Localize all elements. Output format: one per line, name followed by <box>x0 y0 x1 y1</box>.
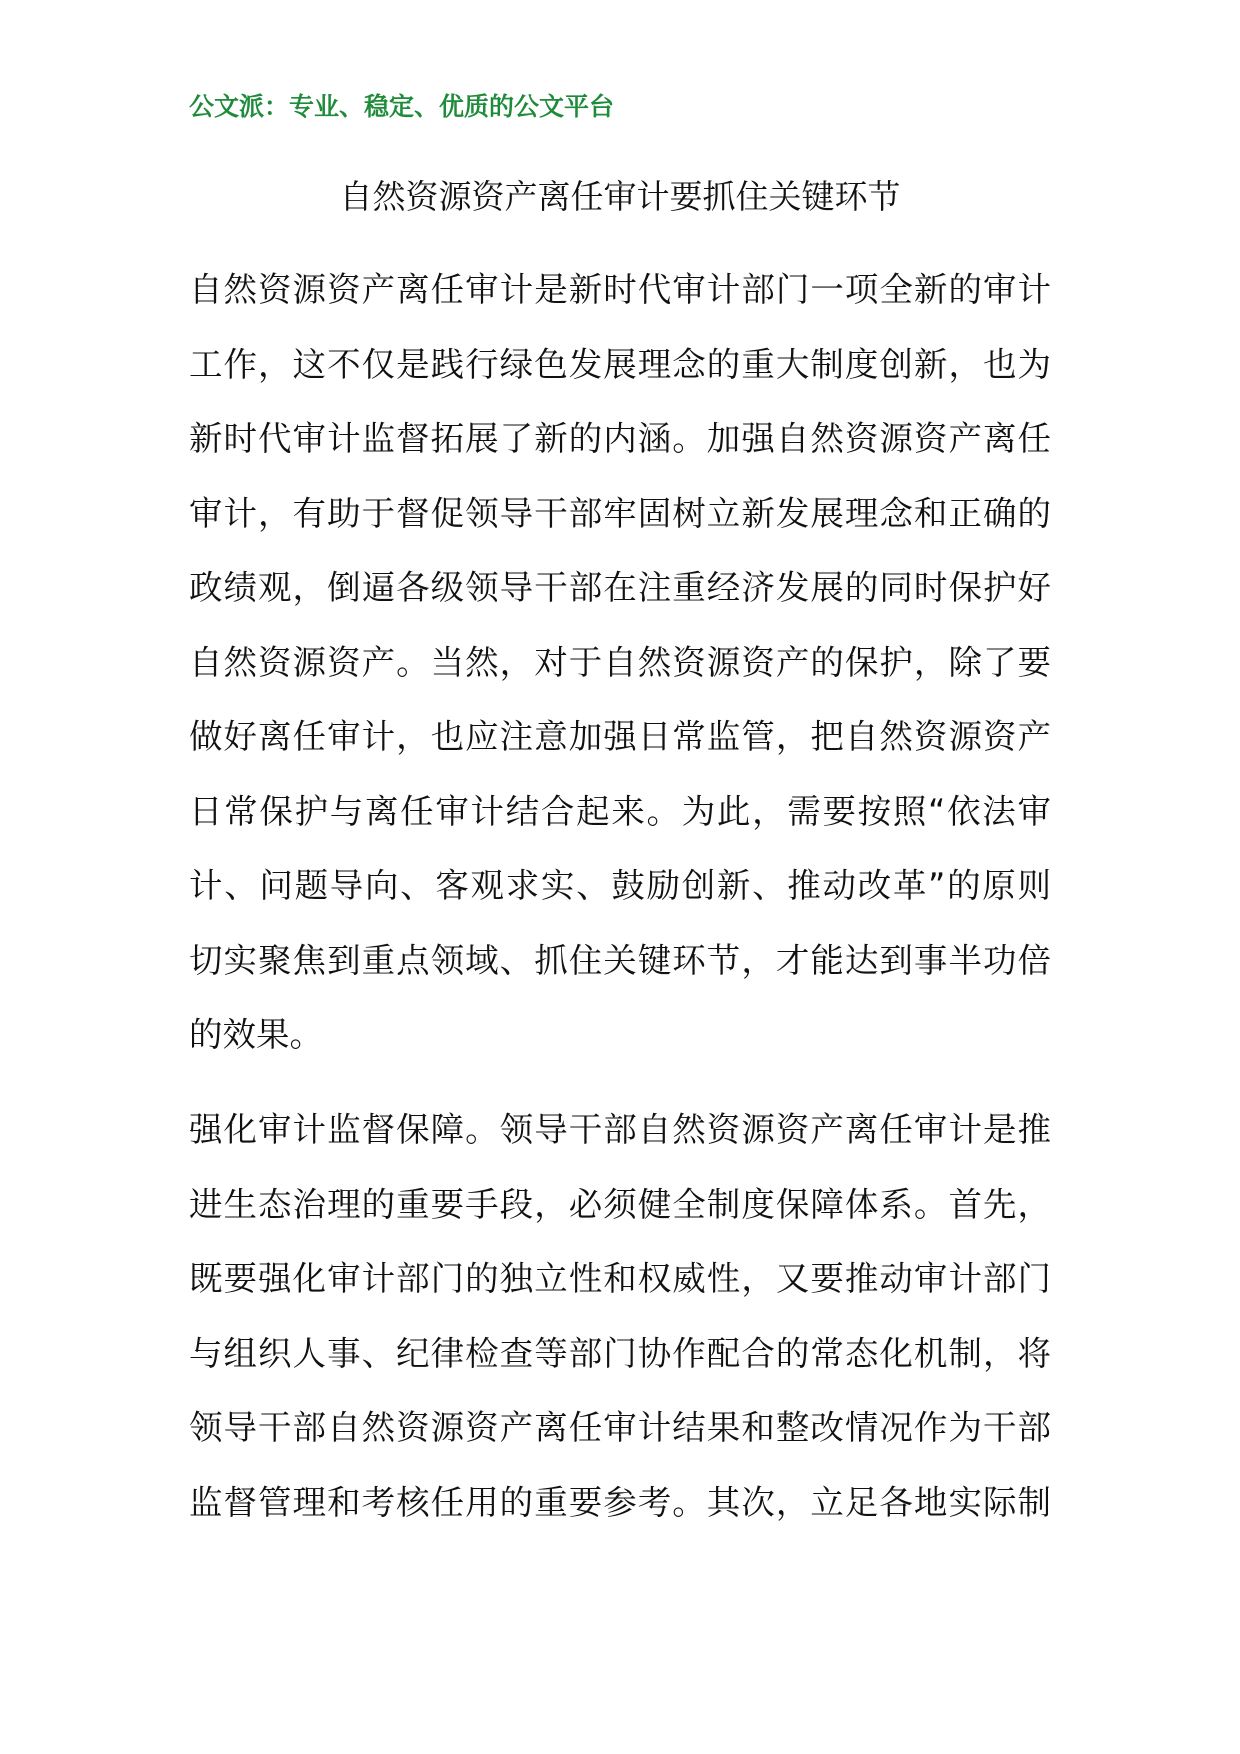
paragraph-line: 监督管理和考核任用的重要参考。其次，立足各地实际制 <box>189 1482 1051 1522</box>
paragraph-2 <box>189 1093 1051 1540</box>
paragraph-line: 的效果。 <box>189 1015 323 1054</box>
paragraph-line: 计、问题导向、客观求实、鼓励创新、推动改革”的原则 <box>189 866 1051 905</box>
paragraph-line: 既要强化审计部门的独立性和权威性，又要推动审计部门 <box>189 1259 1051 1298</box>
paragraph-line: 做好离任审计，也应注意加强日常监管，把自然资源资产 <box>189 717 1051 756</box>
paragraph-line: 领导干部自然资源资产离任审计结果和整改情况作为干部 <box>189 1408 1051 1447</box>
paragraph-line: 审计，有助于督促领导干部牢固树立新发展理念和正确的 <box>189 493 1051 533</box>
site-header: 公文派：专业、稳定、优质的公文平台 <box>189 92 615 121</box>
paragraph-line: 强化审计监督保障。领导干部自然资源资产离任审计是推 <box>189 1110 1051 1149</box>
paragraph-line: 工作，这不仅是践行绿色发展理念的重大制度创新，也为 <box>189 344 1051 384</box>
paragraph-line: 日常保护与离任审计结合起来。为此，需要按照“依法审 <box>189 791 1051 831</box>
paragraph-line: 自然资源资产离任审计是新时代审计部门一项全新的审计 <box>189 270 1051 309</box>
document-title: 自然资源资产离任审计要抓住关键环节 <box>339 177 901 216</box>
paragraph-line: 切实聚焦到重点领域、抓住关键环节，才能达到事半功倍 <box>189 940 1051 980</box>
paragraph-line: 与组织人事、纪律检查等部门协作配合的常态化机制，将 <box>189 1333 1051 1373</box>
paragraph-line: 进生态治理的重要手段，必须健全制度保障体系。首先， <box>189 1184 1051 1224</box>
paragraph-line: 自然资源资产。当然，对于自然资源资产的保护，除了要 <box>189 642 1051 682</box>
paragraph-1 <box>189 253 1051 1073</box>
paragraph-line: 政绩观，倒逼各级领导干部在注重经济发展的同时保护好 <box>189 568 1051 607</box>
paragraph-line: 新时代审计监督拓展了新的内涵。加强自然资源资产离任 <box>189 419 1051 458</box>
